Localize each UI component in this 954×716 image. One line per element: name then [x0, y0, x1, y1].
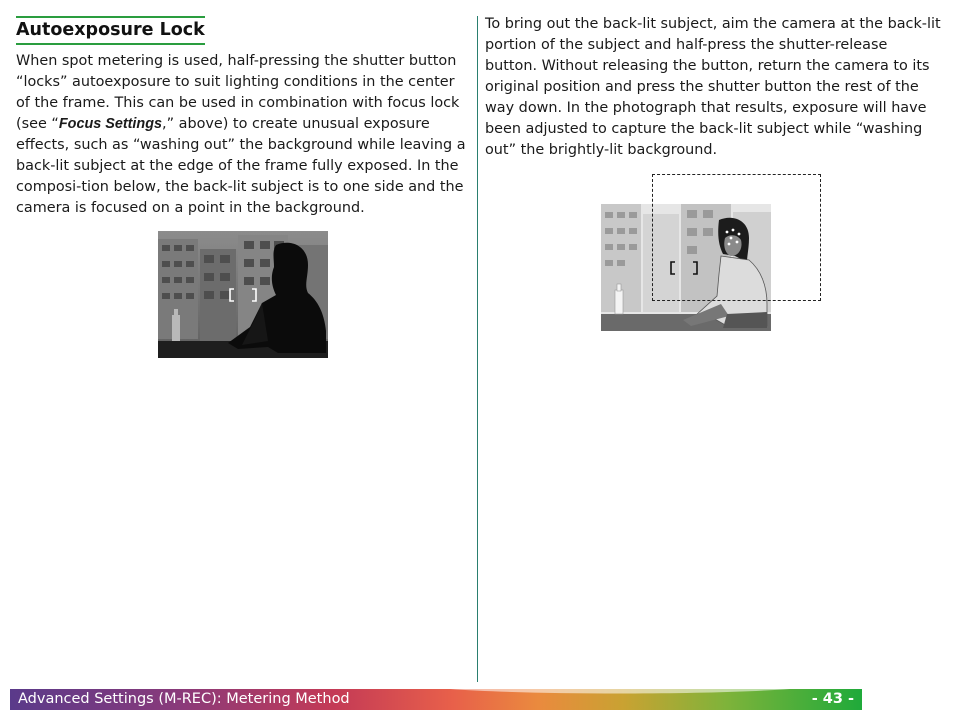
left-column [16, 14, 468, 219]
page-number: - 43 - [811, 691, 854, 707]
section-heading: Autoexposure Lock [16, 16, 205, 45]
photo-backlit-silhouette [158, 231, 328, 358]
left-paragraph [16, 51, 468, 219]
left-paragraph-start: When spot metering is used, half-pressing the shutter button “locks” autoexposure to suit lighting conditions in the center of the frame. This can be used in combination with focus lock (see “ [16, 53, 460, 132]
column-divider [477, 16, 478, 682]
page-footer [10, 689, 862, 710]
right-column [485, 14, 941, 161]
left-paragraph-end: ,” above) to create unusual exposure effects, such as “washing out” the background while leaving a back-lit subject at the edge of the frame fully exposed. In the composi-tion below, the back-lit subject is to one side and the camera is focused on a point in the background. [16, 116, 466, 216]
right-paragraph: To bring out the back-lit subject, aim the camera at the back-lit portion of the subject and half-press the shutter-release button. Without releasing the button, return the camera to its original position and press the shutter button the rest of the way down. In the photograph that results, exposure will have been adjusted to capture the back-lit subject while “washing out” the brightly-lit background. [485, 16, 941, 158]
footer-swoosh [450, 683, 790, 695]
focus-settings-reference[interactable]: Focus Settings [58, 116, 163, 132]
recomposed-frame-outline [652, 174, 821, 301]
footer-section-title: Advanced Settings (M-REC): Metering Method [18, 691, 350, 707]
